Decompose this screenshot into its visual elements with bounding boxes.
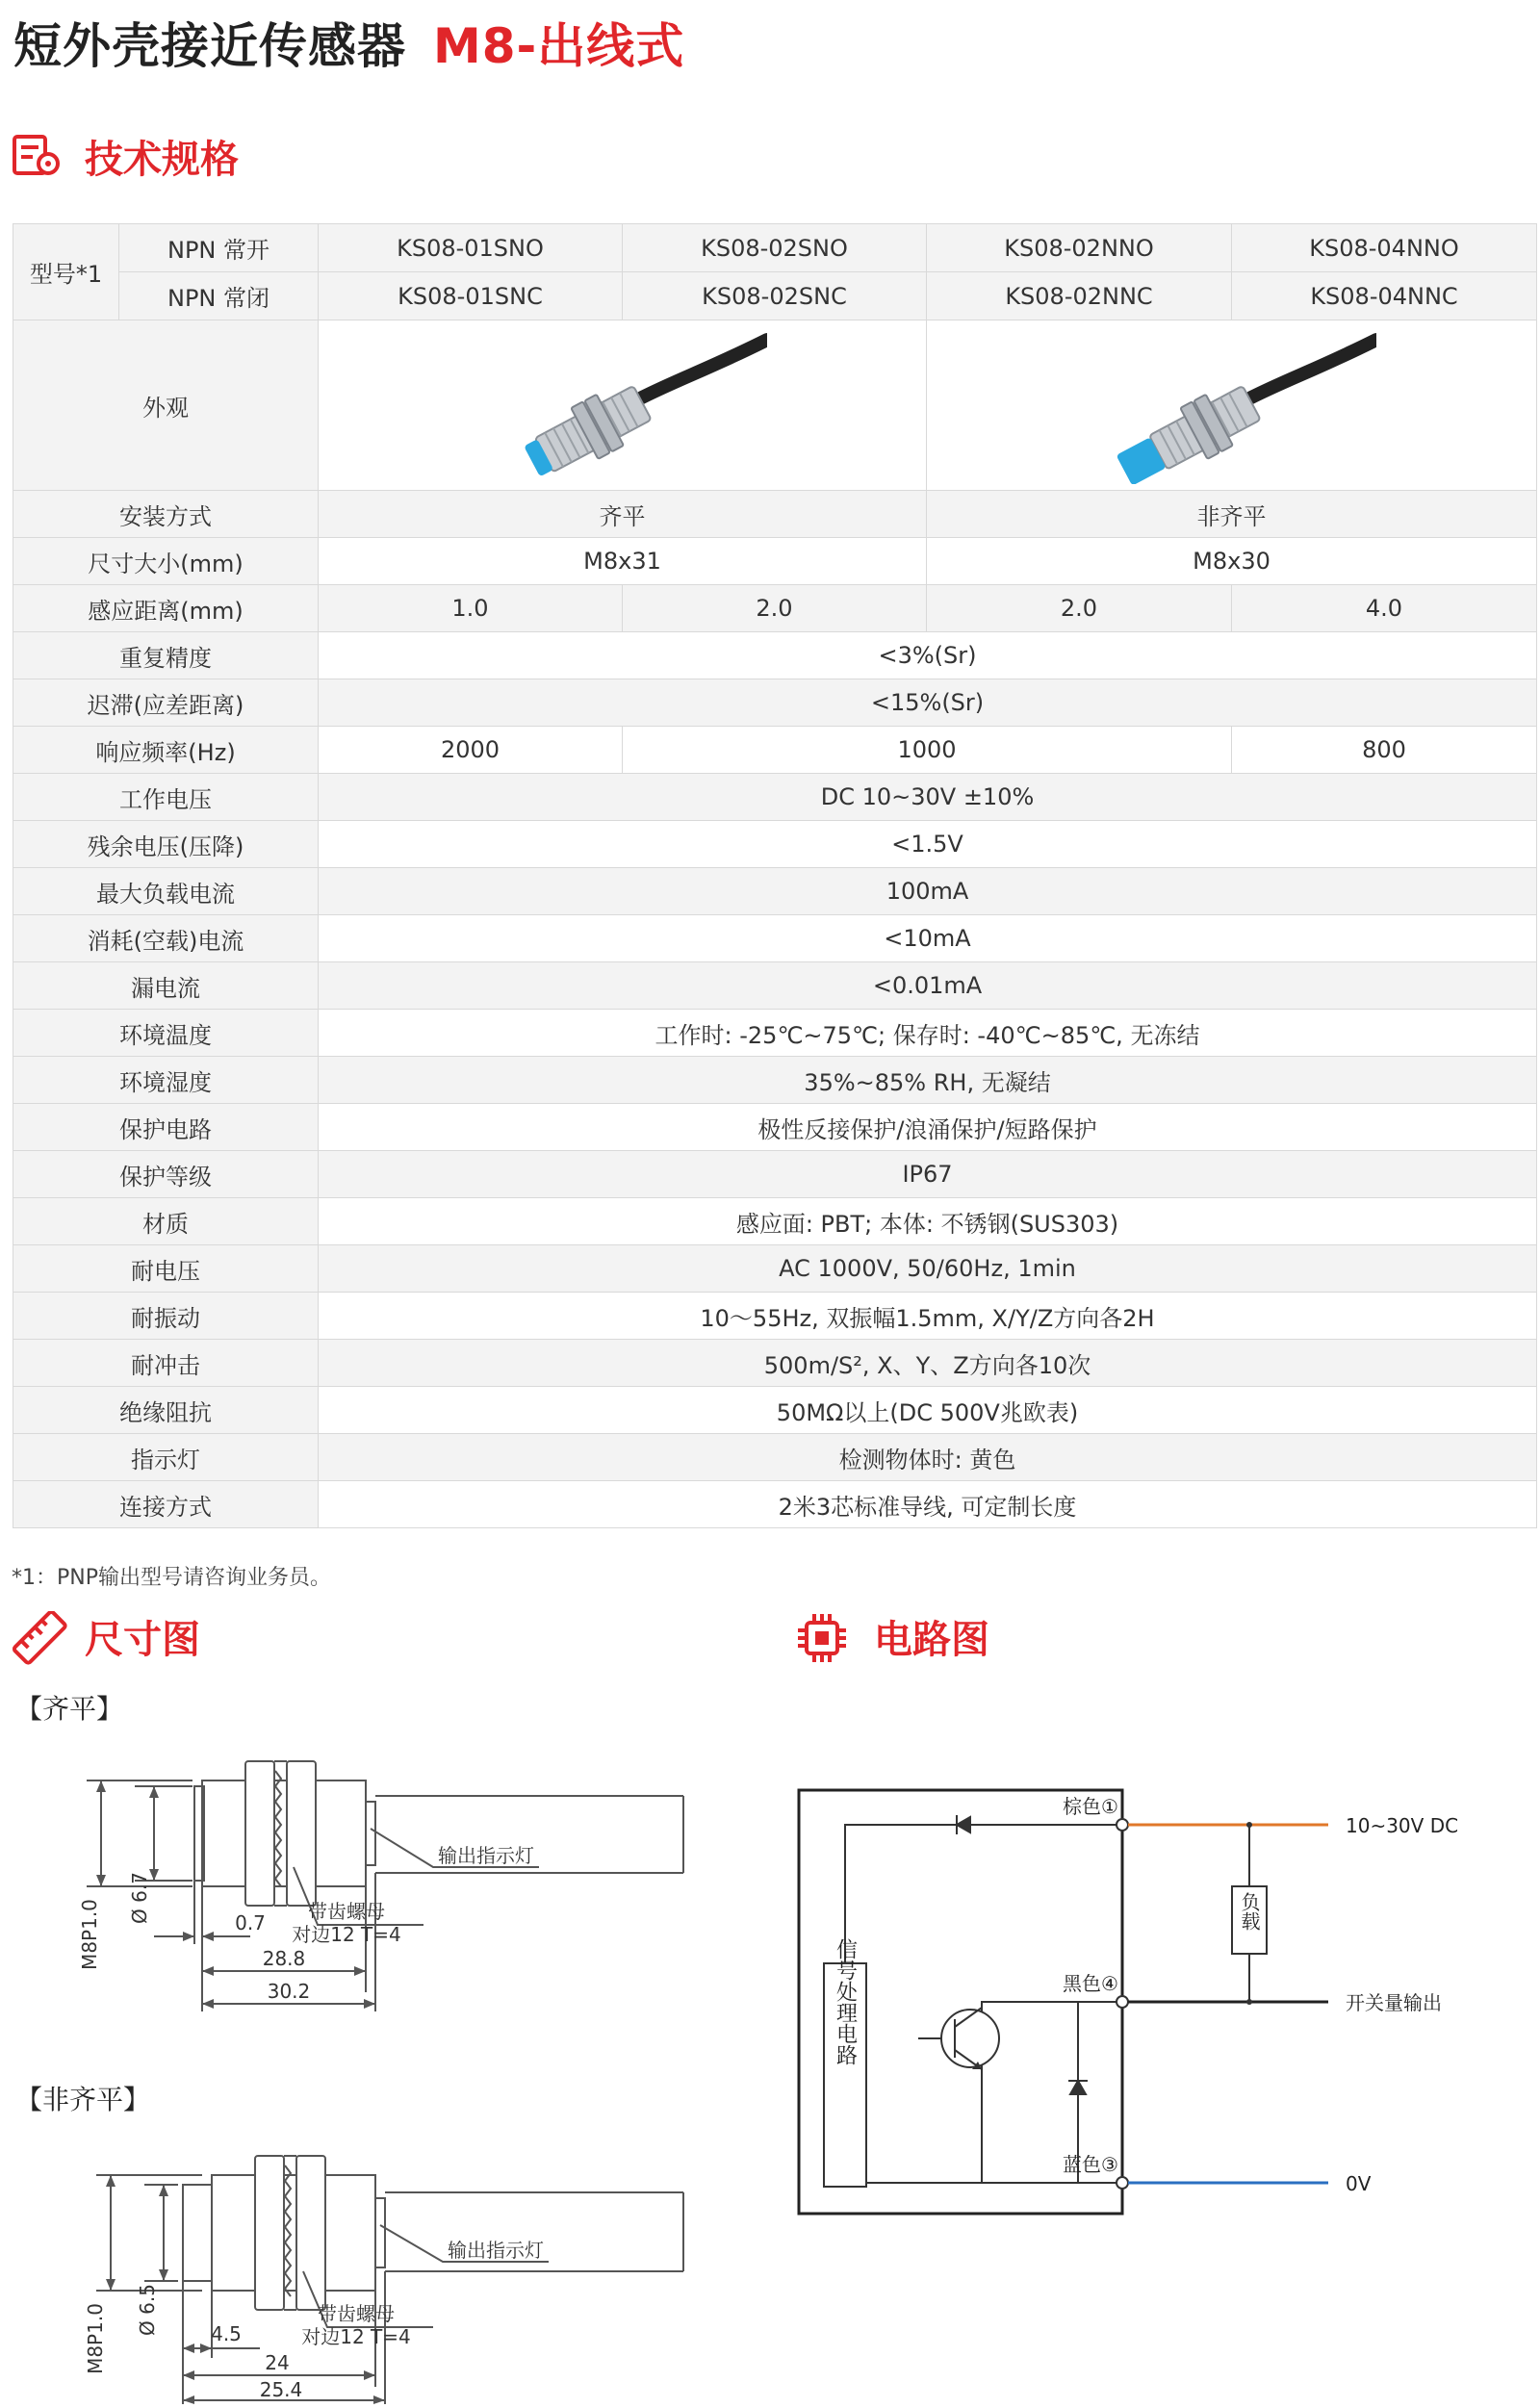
spec-value: <0.01mA xyxy=(319,962,1537,1010)
npn-no-label: NPN 常开 xyxy=(119,224,319,272)
model-no-3: KS08-02NNO xyxy=(927,224,1232,272)
model-no-4: KS08-04NNO xyxy=(1232,224,1537,272)
spec-value: 1000 xyxy=(623,727,1232,774)
flush-face-text: 0.7 xyxy=(235,1911,266,1934)
circuit-section-title: 电路图 xyxy=(874,1618,989,1662)
appearance-label: 外观 xyxy=(13,320,319,491)
spec-label: 漏电流 xyxy=(13,962,319,1010)
spec-value: 非齐平 xyxy=(927,491,1537,538)
nonflush-face-text: 4.5 xyxy=(211,2322,242,2345)
footnote: *1：PNP输出型号请咨询业务员。 xyxy=(12,1566,331,1590)
spec-value: IP67 xyxy=(319,1151,1537,1198)
spec-label: 指示灯 xyxy=(13,1434,319,1481)
chip-icon xyxy=(795,1611,849,1665)
dimension-section-title: 尺寸图 xyxy=(85,1618,200,1662)
black-wire-label: 黑色④ xyxy=(1063,1972,1118,1995)
spec-label: 感应距离(mm) xyxy=(13,585,319,632)
spec-label: 绝缘阻抗 xyxy=(13,1387,319,1434)
spec-row-vibration xyxy=(13,1293,1537,1340)
spec-value: <3%(Sr) xyxy=(319,632,1537,679)
spec-value: 2.0 xyxy=(927,585,1232,632)
load-label: 负载 xyxy=(1238,1892,1261,1931)
model-label: 型号*1 xyxy=(13,224,119,320)
flush-led-label: 输出指示灯 xyxy=(438,1844,534,1867)
spec-value: 35%~85% RH, 无凝结 xyxy=(319,1057,1537,1104)
spec-row-distance xyxy=(13,585,1537,632)
spec-row-frequency xyxy=(13,727,1537,774)
spec-value: <10mA xyxy=(319,915,1537,962)
spec-value: 4.0 xyxy=(1232,585,1537,632)
model-nc-2: KS08-02SNC xyxy=(623,272,927,320)
spec-label: 迟滞(应差距离) xyxy=(13,679,319,727)
spec-value: M8x31 xyxy=(319,538,927,585)
spec-value: 800 xyxy=(1232,727,1537,774)
spec-value: 极性反接保护/浪涌保护/短路保护 xyxy=(319,1104,1537,1151)
page-title xyxy=(13,8,684,77)
sensor-nonflush-image xyxy=(927,320,1537,491)
nonflush-length1-text: 24 xyxy=(265,2351,290,2374)
spec-row-protection-grade xyxy=(13,1151,1537,1198)
spec-value: 感应面: PBT; 本体: 不锈钢(SUS303) xyxy=(319,1198,1537,1245)
output-label: 开关量输出 xyxy=(1346,1991,1442,2014)
spec-label: 连接方式 xyxy=(13,1481,319,1528)
spec-value: 2.0 xyxy=(623,585,927,632)
spec-row-withstand-voltage xyxy=(13,1245,1537,1293)
flush-label: 【齐平】 xyxy=(15,1693,124,1725)
spec-label: 环境温度 xyxy=(13,1010,319,1057)
circuit-diagram xyxy=(789,1771,1482,2233)
spec-row-shock xyxy=(13,1340,1537,1387)
spec-row-voltage xyxy=(13,774,1537,821)
spec-row-temperature xyxy=(13,1010,1537,1057)
flush-diameter-text: Ø 6.7 xyxy=(128,1872,151,1924)
spec-label: 保护等级 xyxy=(13,1151,319,1198)
spec-sheet-icon xyxy=(12,133,62,177)
spec-row-hysteresis xyxy=(13,679,1537,727)
spec-label: 耐电压 xyxy=(13,1245,319,1293)
flush-dimension-drawing xyxy=(58,1732,712,2011)
nonflush-nut-label: 带齿螺母 xyxy=(318,2302,395,2325)
spec-row-leakage xyxy=(13,962,1537,1010)
spec-row-material xyxy=(13,1198,1537,1245)
spec-value: 50MΩ以上(DC 500V兆欧表) xyxy=(319,1387,1537,1434)
spec-label: 最大负载电流 xyxy=(13,868,319,915)
circuit-section-header xyxy=(795,1611,849,1669)
spec-section-title: 技术规格 xyxy=(85,138,239,182)
model-nc-1: KS08-01SNC xyxy=(319,272,623,320)
spec-value: 2米3芯标准导线, 可定制长度 xyxy=(319,1481,1537,1528)
nonflush-label: 【非齐平】 xyxy=(15,2084,151,2115)
dimension-section-header xyxy=(12,1611,69,1669)
model-row-no xyxy=(13,224,1537,272)
appearance-row xyxy=(13,320,1537,491)
flush-nut-label: 带齿螺母 xyxy=(308,1900,385,1923)
spec-value: 齐平 xyxy=(319,491,927,538)
spec-label: 重复精度 xyxy=(13,632,319,679)
spec-label: 残余电压(压降) xyxy=(13,821,319,868)
spec-row-insulation xyxy=(13,1387,1537,1434)
spec-value: DC 10~30V ±10% xyxy=(319,774,1537,821)
model-nc-3: KS08-02NNC xyxy=(927,272,1232,320)
model-row-nc xyxy=(13,272,1537,320)
nonflush-dimension-drawing xyxy=(67,2117,722,2404)
spec-row-indicator xyxy=(13,1434,1537,1481)
model-no-2: KS08-02SNO xyxy=(623,224,927,272)
model-nc-4: KS08-04NNC xyxy=(1232,272,1537,320)
spec-label: 保护电路 xyxy=(13,1104,319,1151)
zero-volt-label: 0V xyxy=(1346,2172,1372,2195)
spec-value: 检测物体时: 黄色 xyxy=(319,1434,1537,1481)
spec-row-residual xyxy=(13,821,1537,868)
spec-row-max-load xyxy=(13,868,1537,915)
spec-table xyxy=(13,223,1537,1528)
spec-label: 耐振动 xyxy=(13,1293,319,1340)
spec-label: 尺寸大小(mm) xyxy=(13,538,319,585)
flush-length2-text: 30.2 xyxy=(267,1980,311,2003)
spec-label: 安装方式 xyxy=(13,491,319,538)
nonflush-diameter-text: Ø 6.5 xyxy=(136,2284,159,2336)
spec-value: 500m/S², X、Y、Z方向各10次 xyxy=(319,1340,1537,1387)
spec-row-mount xyxy=(13,491,1537,538)
spec-label: 环境湿度 xyxy=(13,1057,319,1104)
spec-value: 2000 xyxy=(319,727,623,774)
spec-section-header xyxy=(12,133,62,181)
blue-wire-label: 蓝色③ xyxy=(1063,2153,1118,2176)
ruler-icon xyxy=(12,1611,69,1665)
flush-length1-text: 28.8 xyxy=(262,1947,306,1970)
spec-row-repeat xyxy=(13,632,1537,679)
sensor-flush-image xyxy=(319,320,927,491)
spec-value: 工作时: -25℃~75℃; 保存时: -40℃~85℃, 无冻结 xyxy=(319,1010,1537,1057)
title-model: M8-出线式 xyxy=(433,18,685,74)
spec-value: M8x30 xyxy=(927,538,1537,585)
flush-thread-text: M8P1.0 xyxy=(78,1899,101,1970)
model-no-1: KS08-01SNO xyxy=(319,224,623,272)
nonflush-length2-text: 25.4 xyxy=(259,2378,303,2401)
title-main: 短外壳接近传感器 xyxy=(13,18,406,74)
spec-value: 10～55Hz, 双振幅1.5mm, X/Y/Z方向各2H xyxy=(319,1293,1537,1340)
spec-value: 100mA xyxy=(319,868,1537,915)
npn-nc-label: NPN 常闭 xyxy=(119,272,319,320)
brown-wire-label: 棕色① xyxy=(1063,1795,1118,1818)
spec-label: 消耗(空载)电流 xyxy=(13,915,319,962)
nonflush-thread-text: M8P1.0 xyxy=(84,2303,107,2374)
spec-value: <1.5V xyxy=(319,821,1537,868)
spec-label: 材质 xyxy=(13,1198,319,1245)
spec-row-consumption xyxy=(13,915,1537,962)
spec-label: 响应频率(Hz) xyxy=(13,727,319,774)
spec-label: 工作电压 xyxy=(13,774,319,821)
flush-nut-spec: 对边12 T=4 xyxy=(292,1923,401,1946)
spec-row-size xyxy=(13,538,1537,585)
spec-label: 耐冲击 xyxy=(13,1340,319,1387)
nonflush-led-label: 输出指示灯 xyxy=(448,2239,544,2262)
spec-value: 1.0 xyxy=(319,585,623,632)
spec-row-protection-circuit xyxy=(13,1104,1537,1151)
spec-value: <15%(Sr) xyxy=(319,679,1537,727)
nonflush-nut-spec: 对边12 T=4 xyxy=(301,2325,411,2348)
processor-label: 信号处理电路 xyxy=(833,1938,858,2065)
spec-row-humidity xyxy=(13,1057,1537,1104)
supply-label: 10~30V DC xyxy=(1346,1814,1459,1837)
spec-row-connection xyxy=(13,1481,1537,1528)
spec-value: AC 1000V, 50/60Hz, 1min xyxy=(319,1245,1537,1293)
